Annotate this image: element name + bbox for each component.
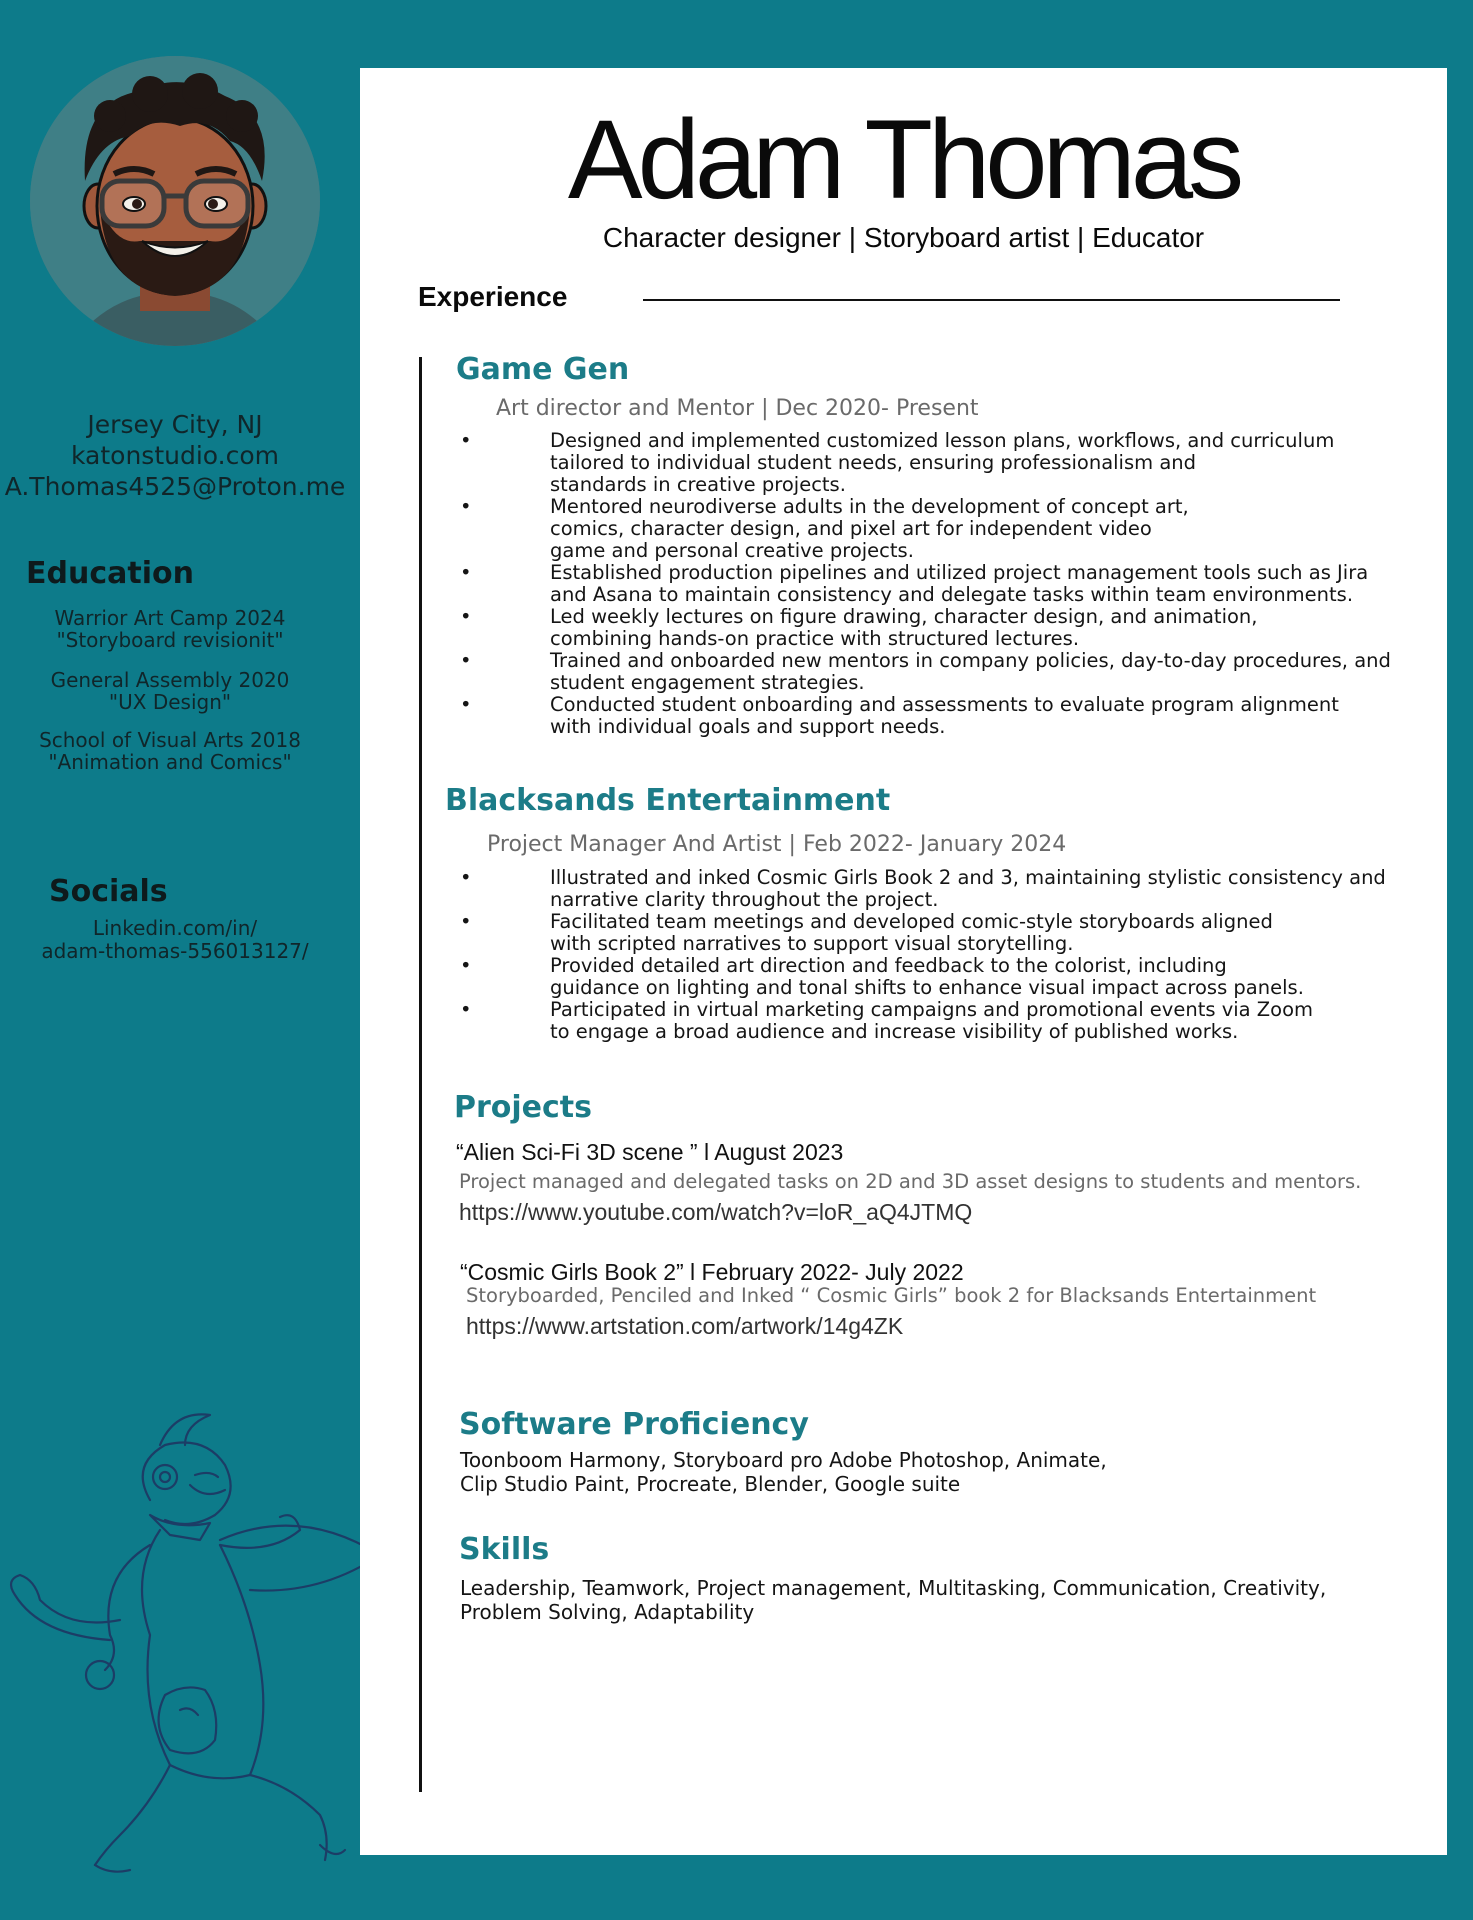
job-role: Project Manager And Artist | Feb 2022- January 2024: [487, 832, 1067, 857]
education-program: "Animation and Comics": [48, 750, 292, 774]
project-description: Storyboarded, Penciled and Inked “ Cosmic Girls” book 2 for Blacksands Entertainment: [466, 1284, 1317, 1307]
website-link[interactable]: katonstudio.com: [71, 441, 279, 470]
character-line-drawing: [0, 1405, 390, 1875]
location: Jersey City, NJ: [87, 410, 263, 439]
email-link[interactable]: A.Thomas4525@Proton.me: [4, 472, 346, 501]
linkedin-line-1: Linkedin.com/in/: [92, 916, 258, 940]
experience-heading: Experience: [418, 281, 568, 312]
bullet-item: • Mentored neurodiverse adults in the development of concept art, comics, character design, and pixel art for independent video game and personal creative projects.: [460, 496, 1420, 562]
bullet-item: • Illustrated and inked Cosmic Girls Book 2 and 3, maintaining stylistic consistency and narrative clarity throughout the project.: [460, 867, 1420, 911]
company-name: Game Gen: [456, 352, 630, 387]
company-name: Blacksands Entertainment: [445, 783, 891, 818]
education-program: "Storyboard revisionit": [56, 628, 284, 652]
socials-heading: Socials: [49, 874, 168, 909]
job-bullets: [460, 867, 1420, 1043]
project-link[interactable]: https://www.youtube.com/watch?v=loR_aQ4JTMQ: [459, 1199, 973, 1225]
bullet-item: • Established production pipelines and utilized project management tools such as Jira and Asana to maintain consistency and delegate tasks within team environments.: [460, 562, 1420, 606]
bullet-item: • Participated in virtual marketing campaigns and promotional events via Zoom to engage a broad audience and increase visibility of published works.: [460, 999, 1420, 1043]
bullet-item: • Provided detailed art direction and feedback to the colorist, including guidance on lighting and tonal shifts to enhance visual impact across panels.: [460, 955, 1420, 999]
job-role: Art director and Mentor | Dec 2020- Present: [496, 396, 979, 421]
avatar: [30, 56, 320, 346]
software-list: Toonboom Harmony, Storyboard pro Adobe Photoshop, Animate, Clip Studio Paint, Procreate, Blender, Google suite: [460, 1448, 1107, 1496]
projects-heading: Projects: [454, 1090, 593, 1125]
education-school: Warrior Art Camp 2024: [54, 606, 286, 630]
education-heading: Education: [26, 556, 194, 591]
skills-list: Leadership, Teamwork, Project management, Multitasking, Communication, Creativity, Problem Solving, Adaptability: [460, 1576, 1327, 1624]
bullet-item: • Designed and implemented customized lesson plans, workflows, and curriculum tailored to individual student needs, ensuring professionalism and standards in creative projects.: [460, 430, 1420, 496]
bullet-item: • Facilitated team meetings and developed comic-style storyboards aligned with scripted narratives to support visual storytelling.: [460, 911, 1420, 955]
education-program: "UX Design": [108, 690, 232, 714]
project-description: Project managed and delegated tasks on 2D and 3D asset designs to students and mentors.: [459, 1170, 1362, 1193]
software-heading: Software Proficiency: [459, 1407, 809, 1442]
education-school: General Assembly 2020: [50, 668, 290, 692]
education-item: [0, 729, 340, 773]
tagline: Character designer | Storyboard artist | Educator: [602, 222, 1205, 253]
bullet-item: • Conducted student onboarding and assessments to evaluate program alignment with individual goals and support needs.: [460, 694, 1420, 738]
project-title: “Alien Sci-Fi 3D scene ” l August 2023: [456, 1139, 844, 1165]
education-item: [0, 669, 340, 713]
project-link[interactable]: https://www.artstation.com/artwork/14g4ZK: [466, 1313, 904, 1339]
bullet-item: • Trained and onboarded new mentors in company policies, day-to-day procedures, and student engagement strategies.: [460, 650, 1420, 694]
project-title: “Cosmic Girls Book 2” l February 2022- July 2022: [460, 1259, 964, 1285]
heading-divider: [643, 299, 1340, 301]
skills-heading: Skills: [459, 1532, 550, 1567]
timeline-line: [419, 357, 422, 1792]
job-bullets: [460, 430, 1420, 738]
education-school: School of Visual Arts 2018: [39, 728, 301, 752]
education-item: [0, 607, 340, 651]
linkedin-link[interactable]: [0, 917, 350, 963]
avatar-portrait-illustration: [30, 56, 320, 346]
candidate-name: Adam Thomas: [567, 97, 1240, 222]
linkedin-line-2: adam-thomas-556013127/: [41, 939, 309, 963]
bullet-item: • Led weekly lectures on figure drawing, character design, and animation, combining hands-on practice with structured lectures.: [460, 606, 1420, 650]
